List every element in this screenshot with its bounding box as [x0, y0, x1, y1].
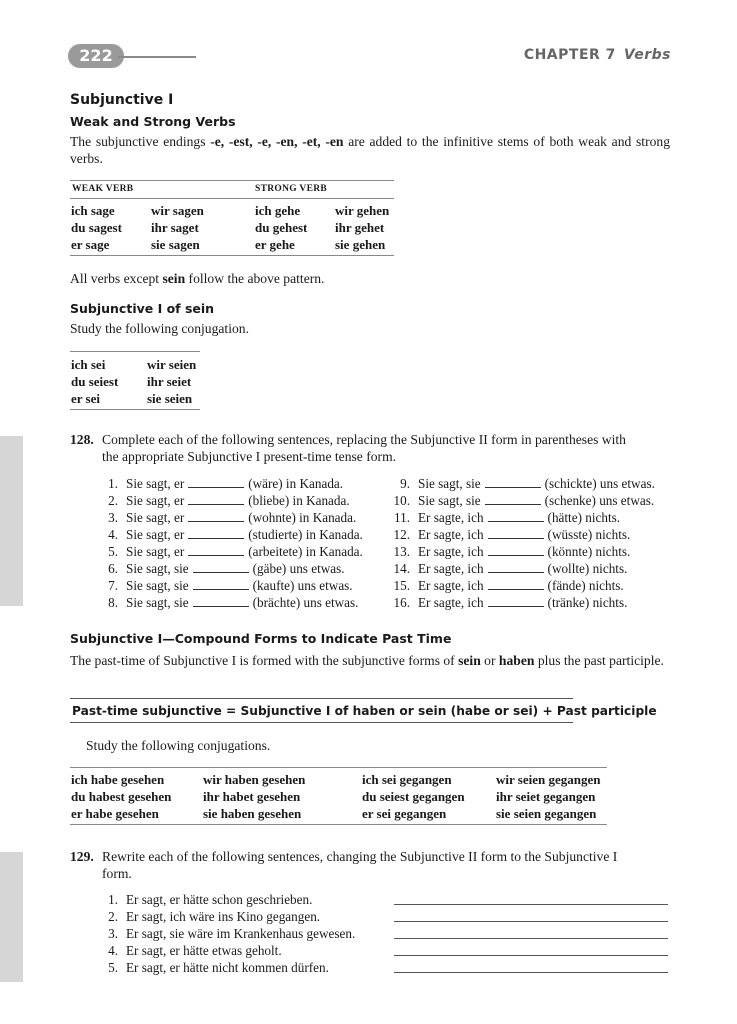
intro-text: plus the past participle. — [534, 653, 664, 668]
conjugation-form: ihr seiet gegangen — [496, 789, 596, 804]
item-prompt: Sie sagt, er — [126, 527, 185, 542]
item-sentence: Er sagt, sie wäre im Krankenhaus gewesen. — [126, 926, 356, 941]
conjugation-form: du habest gesehen — [71, 789, 172, 804]
exercise-item — [386, 577, 686, 594]
answer-line[interactable] — [394, 972, 668, 973]
exercise-item — [96, 908, 670, 925]
table-rule — [70, 255, 394, 256]
item-cue: (bliebe) in Kanada. — [248, 493, 350, 508]
answer-blank[interactable] — [488, 595, 544, 607]
conjugation-form: sie seien — [147, 391, 193, 406]
item-number: 11. — [394, 510, 410, 525]
exercise-right-column — [386, 475, 686, 611]
item-number: 4. — [108, 527, 118, 542]
formula-text: Past-time subjunctive = Subjunctive I of haben or sein (habe or sei) + Past participle — [72, 704, 657, 718]
item-number: 15. — [393, 578, 410, 593]
item-cue: (kaufte) uns etwas. — [252, 578, 353, 593]
item-prompt: Sie sagt, er — [126, 544, 185, 559]
answer-blank[interactable] — [193, 595, 249, 607]
item-number: 3. — [108, 510, 118, 525]
exercise-number — [70, 431, 94, 448]
conjugation-form: wir seien gegangen — [496, 772, 601, 787]
answer-blank[interactable] — [485, 493, 541, 505]
item-cue: (schenke) uns etwas. — [544, 493, 655, 508]
item-number: 12. — [393, 527, 410, 542]
answer-line[interactable] — [394, 904, 668, 905]
item-number: 1. — [108, 476, 118, 491]
exercise-item — [386, 526, 686, 543]
answer-blank[interactable] — [188, 544, 244, 556]
item-prompt: Sie sagt, er — [126, 493, 185, 508]
exercise-item — [386, 543, 686, 560]
conjugation-form: ich sei gegangen — [362, 772, 452, 787]
conjugation-form: du seiest gegangen — [362, 789, 465, 804]
answer-blank[interactable] — [488, 561, 544, 573]
haben-plural — [203, 771, 305, 822]
strong-verb-header: STRONG VERB — [255, 184, 328, 194]
exercise-item — [96, 526, 396, 543]
item-number: 2. — [108, 909, 118, 924]
conjugation-form: ihr gehet — [335, 220, 385, 235]
section-title: Subjunctive I — [70, 92, 174, 108]
section-intro — [70, 652, 670, 669]
item-cue: (könnte) nichts. — [547, 544, 631, 559]
note-text: follow the above pattern. — [185, 271, 325, 286]
item-sentence — [418, 475, 655, 492]
answer-blank[interactable] — [488, 527, 544, 539]
answer-blank[interactable] — [193, 561, 249, 573]
item-sentence — [126, 577, 353, 594]
item-prompt: Sie sagt, sie — [418, 476, 481, 491]
item-cue: (brächte) uns etwas. — [252, 595, 359, 610]
item-number: 8. — [108, 595, 118, 610]
answer-line[interactable] — [394, 921, 668, 922]
item-prompt: Sie sagt, er — [126, 476, 185, 491]
exercise-item — [386, 509, 686, 526]
item-sentence — [418, 492, 654, 509]
item-cue: (wäre) in Kanada. — [248, 476, 344, 491]
table-rule — [70, 409, 200, 410]
exercise-item — [96, 577, 396, 594]
answer-blank[interactable] — [188, 493, 244, 505]
table-rule — [70, 198, 394, 199]
section-intro — [70, 133, 670, 167]
item-sentence — [126, 492, 350, 509]
page-number: 222 — [68, 44, 124, 68]
chapter-title: Verbs — [623, 47, 671, 63]
strong-verb-singular — [255, 202, 307, 253]
exercise-item — [386, 560, 686, 577]
conjugation-form: er gehe — [255, 237, 295, 252]
answer-blank[interactable] — [485, 476, 541, 488]
pattern-note — [70, 270, 324, 287]
exercise-item — [386, 594, 686, 611]
item-number: 5. — [108, 544, 118, 559]
item-sentence — [126, 526, 363, 543]
exercise-item — [96, 492, 396, 509]
item-cue: (hätte) nichts. — [547, 510, 621, 525]
sein-compound-plural — [496, 771, 600, 822]
intro-text: The past-time of Subjunctive I is formed with the subjunctive forms of — [70, 653, 459, 668]
conjugation-form: ich sei — [71, 357, 106, 372]
exercise-item — [96, 959, 670, 976]
answer-blank[interactable] — [488, 510, 544, 522]
instruction-line: form. — [102, 866, 132, 881]
conjugation-form: wir haben gesehen — [203, 772, 306, 787]
item-prompt: Sie sagt, er — [126, 510, 185, 525]
endings-text: -e, -est, -e, -en, -et, -en — [210, 134, 344, 149]
formula-rule — [70, 698, 573, 699]
item-sentence — [418, 509, 620, 526]
exercise-number — [70, 848, 94, 865]
intro-text: are added to the infinitive stems of both weak and strong verbs. — [70, 134, 670, 166]
conjugation-form: ich sage — [71, 203, 115, 218]
item-sentence: Er sagt, er hätte nicht kommen dürfen. — [126, 960, 329, 975]
item-cue: (wohnte) in Kanada. — [248, 510, 357, 525]
exercise-item — [96, 475, 396, 492]
answer-blank[interactable] — [193, 578, 249, 590]
conjugation-form: sie gehen — [335, 237, 386, 252]
conjugation-form: wir sagen — [151, 203, 204, 218]
section-subtitle: Weak and Strong Verbs — [70, 114, 236, 129]
chapter-label: CHAPTER 7 — [523, 47, 616, 63]
item-cue: (fände) nichts. — [547, 578, 624, 593]
study-note: Study the following conjugations. — [86, 738, 271, 753]
weak-verb-singular — [71, 202, 122, 253]
exercise-item — [96, 594, 396, 611]
section-subtitle: Subjunctive I of sein — [70, 301, 215, 316]
formula-rule — [70, 722, 573, 723]
item-prompt: Er sagte, ich — [418, 544, 484, 559]
answer-blank[interactable] — [188, 510, 244, 522]
side-tab-bar — [0, 436, 23, 606]
answer-line[interactable] — [394, 955, 668, 956]
exercise-item — [96, 509, 396, 526]
conjugation-form: ich habe gesehen — [71, 772, 165, 787]
item-cue: (schickte) uns etwas. — [544, 476, 655, 491]
item-number: 6. — [108, 561, 118, 576]
item-sentence — [418, 543, 630, 560]
intro-text: or — [480, 653, 499, 668]
table-rule — [70, 180, 394, 181]
conjugation-form: er sage — [71, 237, 110, 252]
intro-keyword: haben — [498, 653, 535, 668]
section-intro: Study the following conjugation. — [70, 321, 249, 336]
item-sentence: Er sagt, er hätte etwas geholt. — [126, 943, 282, 958]
item-number: 4. — [108, 943, 118, 958]
item-sentence — [126, 509, 356, 526]
item-prompt: Sie sagt, sie — [126, 595, 189, 610]
chapter-heading — [524, 47, 671, 63]
item-prompt: Sie sagt, sie — [126, 561, 189, 576]
conjugation-form: er habe gesehen — [71, 806, 159, 821]
conjugation-form: sie seien gegangen — [496, 806, 597, 821]
exercise-instruction — [102, 848, 670, 882]
table-rule — [70, 767, 607, 768]
item-cue: (gäbe) uns etwas. — [252, 561, 345, 576]
exercise-left-column — [96, 475, 396, 611]
conjugation-form: wir gehen — [335, 203, 390, 218]
item-number: 7. — [108, 578, 118, 593]
item-number: 16. — [393, 595, 410, 610]
exercise-number-label: 129. — [70, 849, 94, 864]
item-cue: (wollte) nichts. — [547, 561, 628, 576]
item-prompt: Er sagte, ich — [418, 510, 484, 525]
item-sentence — [418, 560, 627, 577]
item-sentence — [418, 526, 630, 543]
item-prompt: Er sagte, ich — [418, 578, 484, 593]
sein-compound-singular — [362, 771, 465, 822]
note-text: All verbs except — [70, 271, 163, 286]
item-sentence — [418, 594, 627, 611]
item-prompt: Er sagte, ich — [418, 595, 484, 610]
conjugation-form: wir seien — [147, 357, 197, 372]
answer-blank[interactable] — [488, 544, 544, 556]
item-prompt: Er sagte, ich — [418, 561, 484, 576]
item-cue: (wüsste) nichts. — [547, 527, 631, 542]
instruction-line: the appropriate Subjunctive I present-time tense form. — [102, 449, 397, 464]
item-prompt: Sie sagt, sie — [126, 578, 189, 593]
exercise-item — [386, 475, 686, 492]
answer-blank[interactable] — [188, 527, 244, 539]
item-sentence — [126, 543, 363, 560]
table-rule — [70, 351, 200, 352]
note-keyword: sein — [162, 271, 186, 286]
item-cue: (studierte) in Kanada. — [248, 527, 363, 542]
exercise-item — [96, 925, 670, 942]
intro-text: The subjunctive endings — [70, 134, 211, 149]
haben-singular — [71, 771, 171, 822]
conjugation-form: ich gehe — [255, 203, 301, 218]
item-number: 9. — [400, 476, 410, 491]
exercise-item — [96, 543, 396, 560]
conjugation-form: er sei — [71, 391, 100, 406]
exercise-item — [96, 560, 396, 577]
item-sentence: Er sagt, ich wäre ins Kino gegangen. — [126, 909, 321, 924]
conjugation-form: ihr habet gesehen — [203, 789, 301, 804]
conjugation-form: sie sagen — [151, 237, 200, 252]
item-sentence — [126, 475, 343, 492]
instruction-line: Rewrite each of the following sentences, changing the Subjunctive II form to the Subjunctive I — [102, 849, 618, 864]
answer-line[interactable] — [394, 938, 668, 939]
item-sentence — [126, 560, 345, 577]
conjugation-form: ihr saget — [151, 220, 199, 235]
conjugation-form: du seiest — [71, 374, 119, 389]
strong-verb-plural — [335, 202, 389, 253]
intro-keyword: sein — [458, 653, 481, 668]
item-sentence — [418, 577, 624, 594]
item-number: 1. — [108, 892, 118, 907]
item-number: 10. — [393, 493, 410, 508]
item-prompt: Sie sagt, sie — [418, 493, 481, 508]
rewrite-list — [96, 891, 670, 976]
exercise-item — [96, 891, 670, 908]
answer-blank[interactable] — [188, 476, 244, 488]
side-tab-bar — [0, 852, 23, 982]
weak-verb-header: WEAK VERB — [72, 184, 134, 194]
conjugation-form: ihr seiet — [147, 374, 192, 389]
item-cue: (arbeitete) in Kanada. — [248, 544, 363, 559]
item-cue: (tränke) nichts. — [547, 595, 628, 610]
item-number: 3. — [108, 926, 118, 941]
sein-plural — [147, 356, 196, 407]
section-subtitle: Subjunctive I—Compound Forms to Indicate Past Time — [70, 631, 452, 646]
exercise-number-label: 128. — [70, 432, 94, 447]
conjugation-form: du gehest — [255, 220, 308, 235]
item-sentence: Er sagt, er hätte schon geschrieben. — [126, 892, 313, 907]
item-prompt: Er sagte, ich — [418, 527, 484, 542]
conjugation-form: du sagest — [71, 220, 122, 235]
item-number: 2. — [108, 493, 118, 508]
item-sentence — [126, 594, 358, 611]
exercise-item — [386, 492, 686, 509]
instruction-line: Complete each of the following sentences, replacing the Subjunctive II form in parentheses with — [102, 432, 626, 447]
answer-blank[interactable] — [488, 578, 544, 590]
table-rule — [70, 824, 607, 825]
conjugation-form: er sei gegangen — [362, 806, 447, 821]
item-number: 5. — [108, 960, 118, 975]
sein-singular — [71, 356, 118, 407]
item-number: 14. — [393, 561, 410, 576]
conjugation-form: sie haben gesehen — [203, 806, 302, 821]
weak-verb-plural — [151, 202, 204, 253]
exercise-item — [96, 942, 670, 959]
item-number: 13. — [393, 544, 410, 559]
exercise-instruction — [102, 431, 670, 465]
header-rule — [118, 56, 196, 58]
